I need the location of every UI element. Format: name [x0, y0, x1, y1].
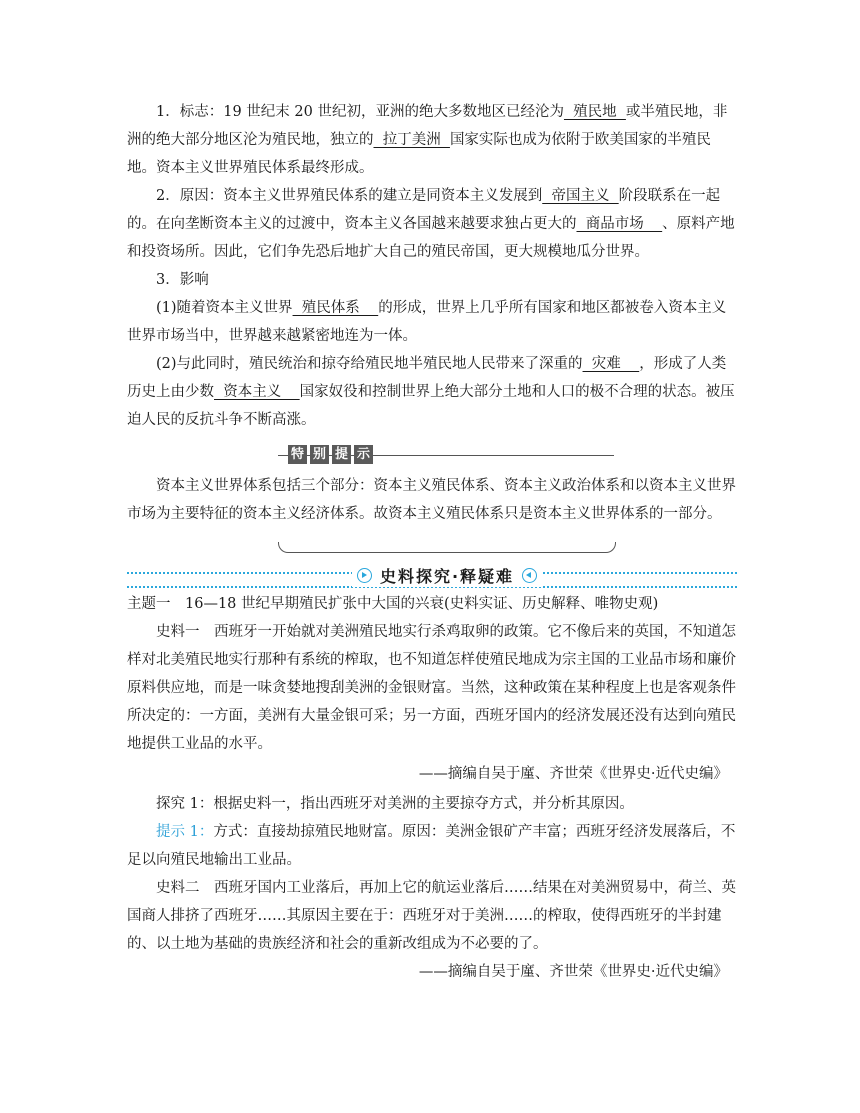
- section-title: 史料探究·释疑难: [379, 566, 515, 586]
- blank-answer: 商品市场: [576, 216, 663, 232]
- theme-heading: 主题一 16—18 世纪早期殖民扩张中大国的兴衰(史料实证、历史解释、唯物史观): [127, 596, 659, 612]
- paragraph-cause: [127, 182, 737, 266]
- text: 的形成，世界上几乎所有国家和地区都被卷入资本主义世界市场当中，世界越来越紧密地连为一体。: [127, 300, 727, 344]
- paragraph-impact-1: [127, 294, 737, 350]
- text: 国家奴役和控制世界上绝大部分土地和人口的极不合理的状态。被压迫人民的反抗斗争不断高涨。: [127, 384, 735, 428]
- material-2-source: ——摘编自吴于廑、齐世荣《世界史·近代史编》: [418, 964, 728, 980]
- paragraph-impact-2: [127, 350, 737, 434]
- text: 或半殖民地，非洲的绝大部分地区沦为殖民地，独立的: [127, 104, 728, 148]
- text: 国家实际也成为依附于欧美国家的半殖民地。资本主义世界殖民体系最终形成。: [127, 132, 711, 176]
- blank-answer: 殖民地: [563, 104, 626, 120]
- paragraph-marker: [127, 98, 737, 182]
- tip-badge-char: 提: [332, 445, 351, 464]
- tip-badge-char: 别: [310, 445, 329, 464]
- hint-1: [127, 818, 737, 874]
- blank-answer: 帝国主义: [542, 188, 619, 204]
- text: 阶段联系在一起的。在向垄断资本主义的过渡中，资本主义各国越来越要求独占更大的: [127, 188, 721, 232]
- tip-text: 资本主义世界体系包括三个部分：资本主义殖民体系、资本主义政治体系和以资本主义世界市场为主要特征的资本主义经济体系。故资本主义殖民体系只是资本主义世界体系的一部分。: [127, 478, 736, 522]
- play-right-icon: [357, 568, 372, 583]
- text: 1．标志：19 世纪末 20 世纪初，亚洲的绝大多数地区已经沦为: [156, 104, 564, 120]
- text: 、原料产地和投资场所。因此，它们争先恐后地扩大自己的殖民帝国，更大规模地瓜分世界。: [127, 216, 735, 260]
- blank-answer: 殖民体系: [292, 300, 379, 316]
- text: ，形成了人类历史上由少数: [127, 356, 727, 400]
- hint-text: 方式：直接劫掠殖民地财富。原因：美洲金银矿产丰富；西班牙经济发展落后，不足以向殖民地输出工业品。: [127, 824, 736, 868]
- question-1: 探究 1：根据史料一，指出西班牙对美洲的主要掠夺方式，并分析其原因。: [156, 796, 634, 812]
- paragraph-impact-heading: 3．影响: [156, 272, 209, 288]
- hint-label: 提示 1：: [156, 824, 214, 840]
- text: (1)随着资本主义世界: [156, 300, 293, 316]
- text: (2)与此同时，殖民统治和掠夺给殖民地半殖民地人民带来了深重的: [156, 356, 583, 372]
- blank-answer: 拉丁美洲: [373, 132, 450, 148]
- text: 2．原因：资本主义世界殖民体系的建立是同资本主义发展到: [156, 188, 543, 204]
- section-header: [352, 563, 542, 587]
- tip-badge: [288, 445, 373, 464]
- blank-answer: 灾难: [582, 356, 640, 372]
- blank-answer: 资本主义: [214, 384, 300, 400]
- tip-badge-char: 特: [288, 445, 307, 464]
- tip-badge-char: 示: [354, 445, 373, 464]
- material-2: 史料二 西班牙国内工业落后，再加上它的航运业落后……结果在对美洲贸易中，荷兰、英国商人排挤了西班牙……其原因主要在于：西班牙对于美洲……的榨取，使得西班牙的半封建的、以土地为基础的贵族经济和社会的重新改组成为不必要的了。: [127, 880, 736, 952]
- tip-divider-bottom: [278, 542, 616, 553]
- material-1-source: ——摘编自吴于廑、齐世荣《世界史·近代史编》: [418, 766, 728, 782]
- play-left-icon: [522, 568, 537, 583]
- material-1: 史料一 西班牙一开始就对美洲殖民地实行杀鸡取卵的政策。它不像后来的英国，不知道怎样对北美殖民地实行那种有系统的榨取，也不知道怎样使殖民地成为宗主国的工业品市场和廉价原料供应地，而是一味贪婪地搜刮美洲的金银财富。当然，这种政策在某种程度上也是客观条件所决定的：一方面，美洲有大量金银可采；另一方面，西班牙国内的经济发展还没有达到向殖民地提供工业品的水平。: [127, 624, 736, 752]
